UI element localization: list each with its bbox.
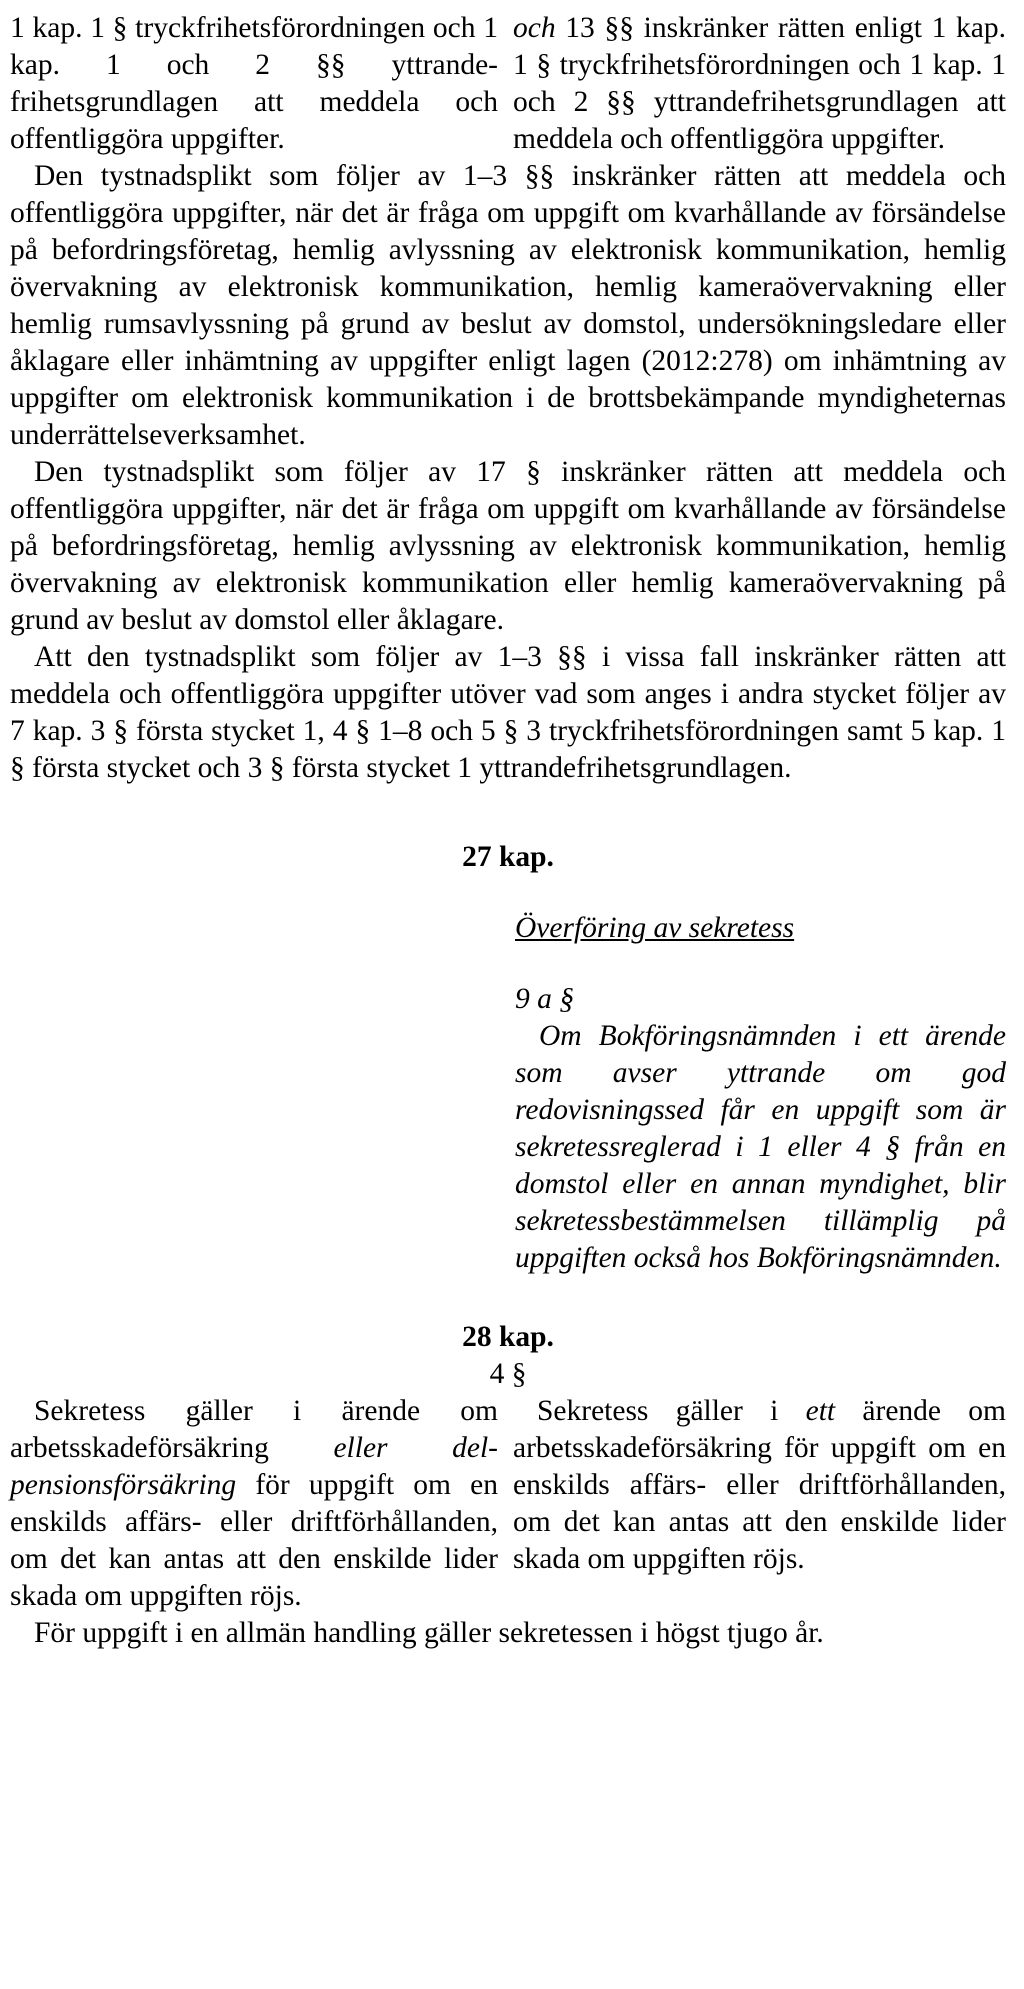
new-inserted-word: ett (805, 1395, 836, 1427)
inserted-word: och (513, 12, 556, 44)
new-wording-rest: 13 §§ inskränker rätten enligt 1 kap. 1 § tryckfrihetsförordningen och 1 kap. 1 och 2 §§ yttrandefrihetsgrundlagen att meddela och offentliggöra uppgifter. (513, 12, 1006, 155)
paragraph-2: Den tystnadsplikt som följer av 17 § inskränker rätten att meddela och offentliggöra uppgifter, när det är fråga om uppgift om kvarhållande av försändelse på befordringsföretag, hemlig avlyssning av elektronisk kommunikation, hemlig övervakning av elektronisk kommunikation eller hemlig kameraövervakning på grund av beslut av domstol eller åklagare. (10, 456, 1006, 636)
paragraph-3: Att den tystnadsplikt som följer av 1–3 §§ i vissa fall inskränker rätten att meddela och offentliggöra uppgifter utöver vad som anges i andra stycket följer av 7 kap. 3 § första stycket 1, 4 § 1–8 och 5 § 3 tryckfrihetsförordningen samt 5 kap. 1 § första stycket och 3 § första stycket 1 yttrandefrihetsgrundlagen. (10, 641, 1006, 784)
chapter-27-block (515, 910, 1006, 1277)
chapter-27-title: 27 kap. (462, 841, 554, 873)
chapter-28-title: 28 kap. (462, 1321, 554, 1353)
new-section-4-text (513, 1393, 1006, 1615)
old-text-b: för uppgift om en enskilds affärs- eller driftförhållanden, om det kan antas att den enskilde lider skada om uppgiften röjs. (10, 1469, 498, 1612)
section-4-number: 4 § (489, 1358, 527, 1390)
paragraph-1: Den tystnadsplikt som följer av 1–3 §§ inskränker rätten att meddela och offentliggöra uppgifter, när det är fråga om uppgift om kvarhållande av försändelse på befordringsföretag, hemlig avlyssning av elektronisk kommunikation, hemlig övervakning av elektronisk kommunikation, hemlig kameraövervakning eller hemlig rumsavlyssning på grund av beslut av domstol, undersökningsledare eller åklagare eller inhämtning av uppgifter enligt lagen (2012:278) om inhämtning av uppgifter om elektronisk kommunikation i de brottsbekämpande myndigheternas underrättelseverksamhet. (10, 160, 1006, 451)
section-heading: Överföring av sekretess (515, 912, 795, 944)
old-section-4-text (10, 1393, 498, 1615)
section-number: 9 a § (515, 983, 574, 1015)
new-text-a: Sekretess gäller i (537, 1395, 806, 1427)
new-text-b: ärende om arbetsskadeförsäkring för uppgift om en enskilds affärs- eller driftförhållanden, om det kan antas att den enskilde lider skada om uppgiften röjs. (513, 1395, 1006, 1575)
old-text-a: Sekretess gäller i ärende om arbetsskadeförsäkring (10, 1395, 498, 1464)
document-page (10, 10, 1006, 1652)
final-paragraph: För uppgift i en allmän handling gäller sekretessen i högst tjugo år. (34, 1617, 824, 1649)
old-removed-phrase: eller delpensionsförsäkring (10, 1432, 498, 1501)
new-wording-text (513, 10, 1006, 158)
section-9a-text: Om Bokföringsnämnden i ett ärende som avser yttrande om god redovisningssed får en uppgift som är sekretessreglerad i 1 eller 4 § från en domstol eller en annan myndighet, blir sekretessbestämmelsen tillämplig på uppgiften också hos Bokföringsnämnden. (515, 1020, 1006, 1274)
top-comparison (10, 10, 1006, 158)
old-wording-text: 1 kap. 1 § tryckfrihetsförordningen och 1 kap. 1 och 2 §§ yttrandefrihetsgrundlagen att meddela och offentliggöra uppgifter. (10, 12, 498, 155)
chapter-28-comparison (10, 1393, 1006, 1615)
